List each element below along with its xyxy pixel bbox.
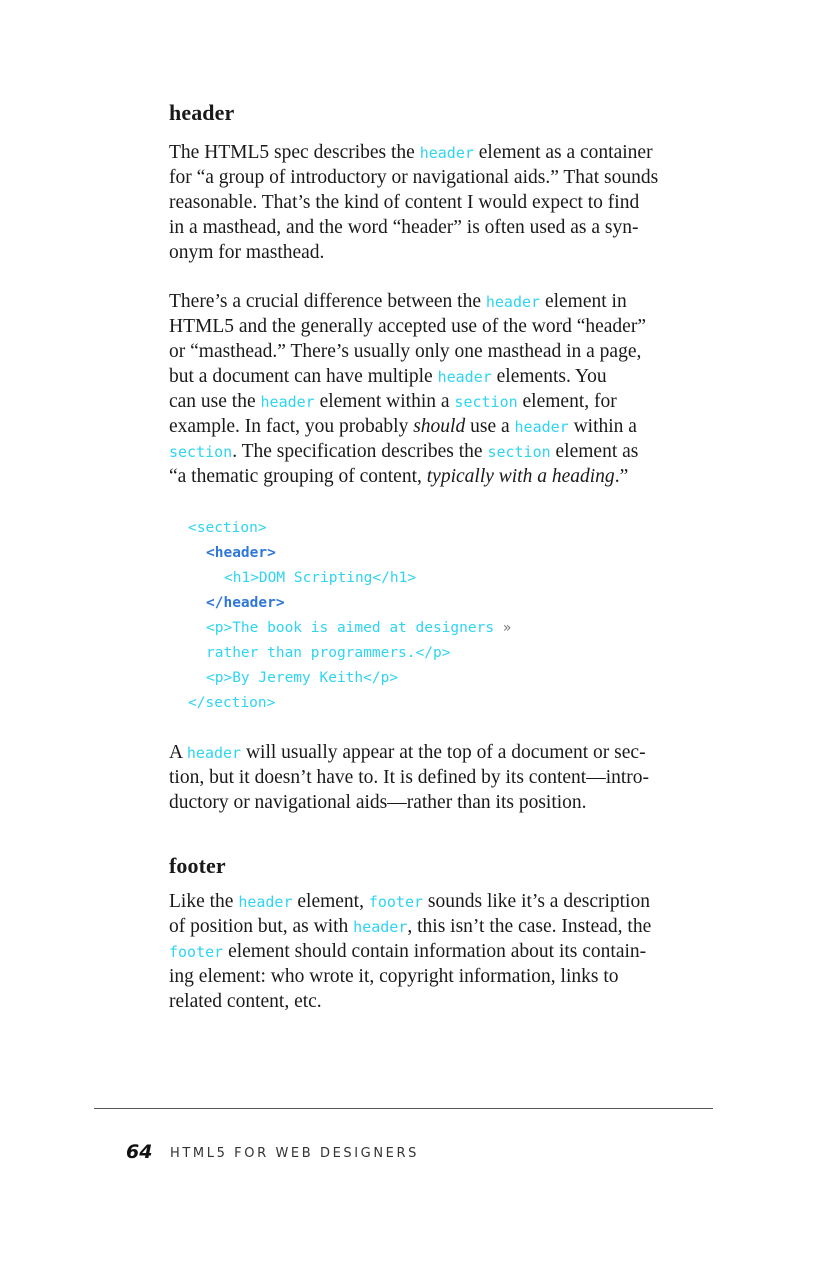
inline-code: header (353, 918, 408, 936)
inline-code: header (437, 368, 492, 386)
text-line: related content, etc. (169, 991, 322, 1012)
code-line: <section> (188, 520, 267, 536)
code-line: rather than programmers.</p> (206, 645, 451, 661)
footer-rule (94, 1108, 713, 1109)
text-line: reasonable. That’s the kind of content I would expect to find (169, 192, 640, 213)
code-line: <p>By Jeremy Keith</p> (206, 670, 399, 686)
text-line: onym for masthead. (169, 242, 325, 263)
inline-code: header (186, 744, 242, 762)
text-line: ductory or navigational aids—rather than its position. (169, 792, 587, 813)
text-line: A header will usually appear at the top of a document or sec- (169, 742, 646, 763)
inline-code: header (485, 293, 541, 311)
inline-code: footer (368, 893, 424, 911)
text-line: of position but, as with header, this isn’t the case. Instead, the (169, 916, 652, 937)
inline-code: section (454, 393, 518, 411)
code-example (188, 516, 511, 716)
inline-code: section (169, 443, 233, 461)
inline-code: header (419, 144, 474, 162)
code-line: </section> (188, 695, 276, 711)
code-line: </header> (206, 595, 285, 611)
text-line: tion, but it doesn’t have to. It is defined by its content—intro- (169, 767, 650, 788)
text-line: can use the header element within a section element, for (169, 391, 617, 412)
inline-code: section (487, 443, 551, 461)
page-number: 64 (126, 1141, 153, 1163)
section-heading-footer: footer (169, 853, 226, 878)
text-line: but a document can have multiple header elements. You (169, 366, 607, 387)
running-title: HTML5 FOR WEB DESIGNERS (170, 1146, 419, 1161)
section-heading-header: header (169, 100, 235, 125)
text-line: Like the header element, footer sounds like it’s a description (169, 891, 650, 912)
text-line: section. The specification describes the section element as (169, 441, 639, 462)
text-line: footer element should contain information about its contain- (169, 941, 647, 962)
paragraph (169, 289, 729, 489)
emphasis: should (413, 416, 466, 437)
code-line: <p>The book is aimed at designers » (206, 620, 512, 636)
text-line: There’s a crucial difference between the header element in (169, 291, 627, 312)
text-line: for “a group of introductory or navigational aids.” That sounds (169, 167, 659, 188)
text-line: or “masthead.” There’s usually only one masthead in a page, (169, 341, 642, 362)
paragraph (169, 889, 729, 1014)
inline-code: header (514, 418, 569, 436)
paragraph (169, 740, 729, 815)
text-line: The HTML5 spec describes the header element as a container (169, 142, 653, 163)
text-line: ing element: who wrote it, copyright information, links to (169, 966, 619, 987)
code-line: <header> (206, 545, 276, 561)
continuation-mark: » (502, 620, 512, 636)
paragraph (169, 140, 729, 265)
code-line: <h1>DOM Scripting</h1> (224, 570, 417, 586)
inline-code: header (238, 893, 293, 911)
text-line: “a thematic grouping of content, typically with a heading.” (169, 466, 629, 487)
text-line: example. In fact, you probably should use a header within a (169, 416, 637, 437)
inline-code: header (260, 393, 315, 411)
inline-code: footer (169, 943, 224, 961)
emphasis: typically with a heading (426, 466, 615, 487)
text-line: HTML5 and the generally accepted use of the word “header” (169, 316, 646, 337)
text-line: in a masthead, and the word “header” is often used as a syn- (169, 217, 639, 238)
